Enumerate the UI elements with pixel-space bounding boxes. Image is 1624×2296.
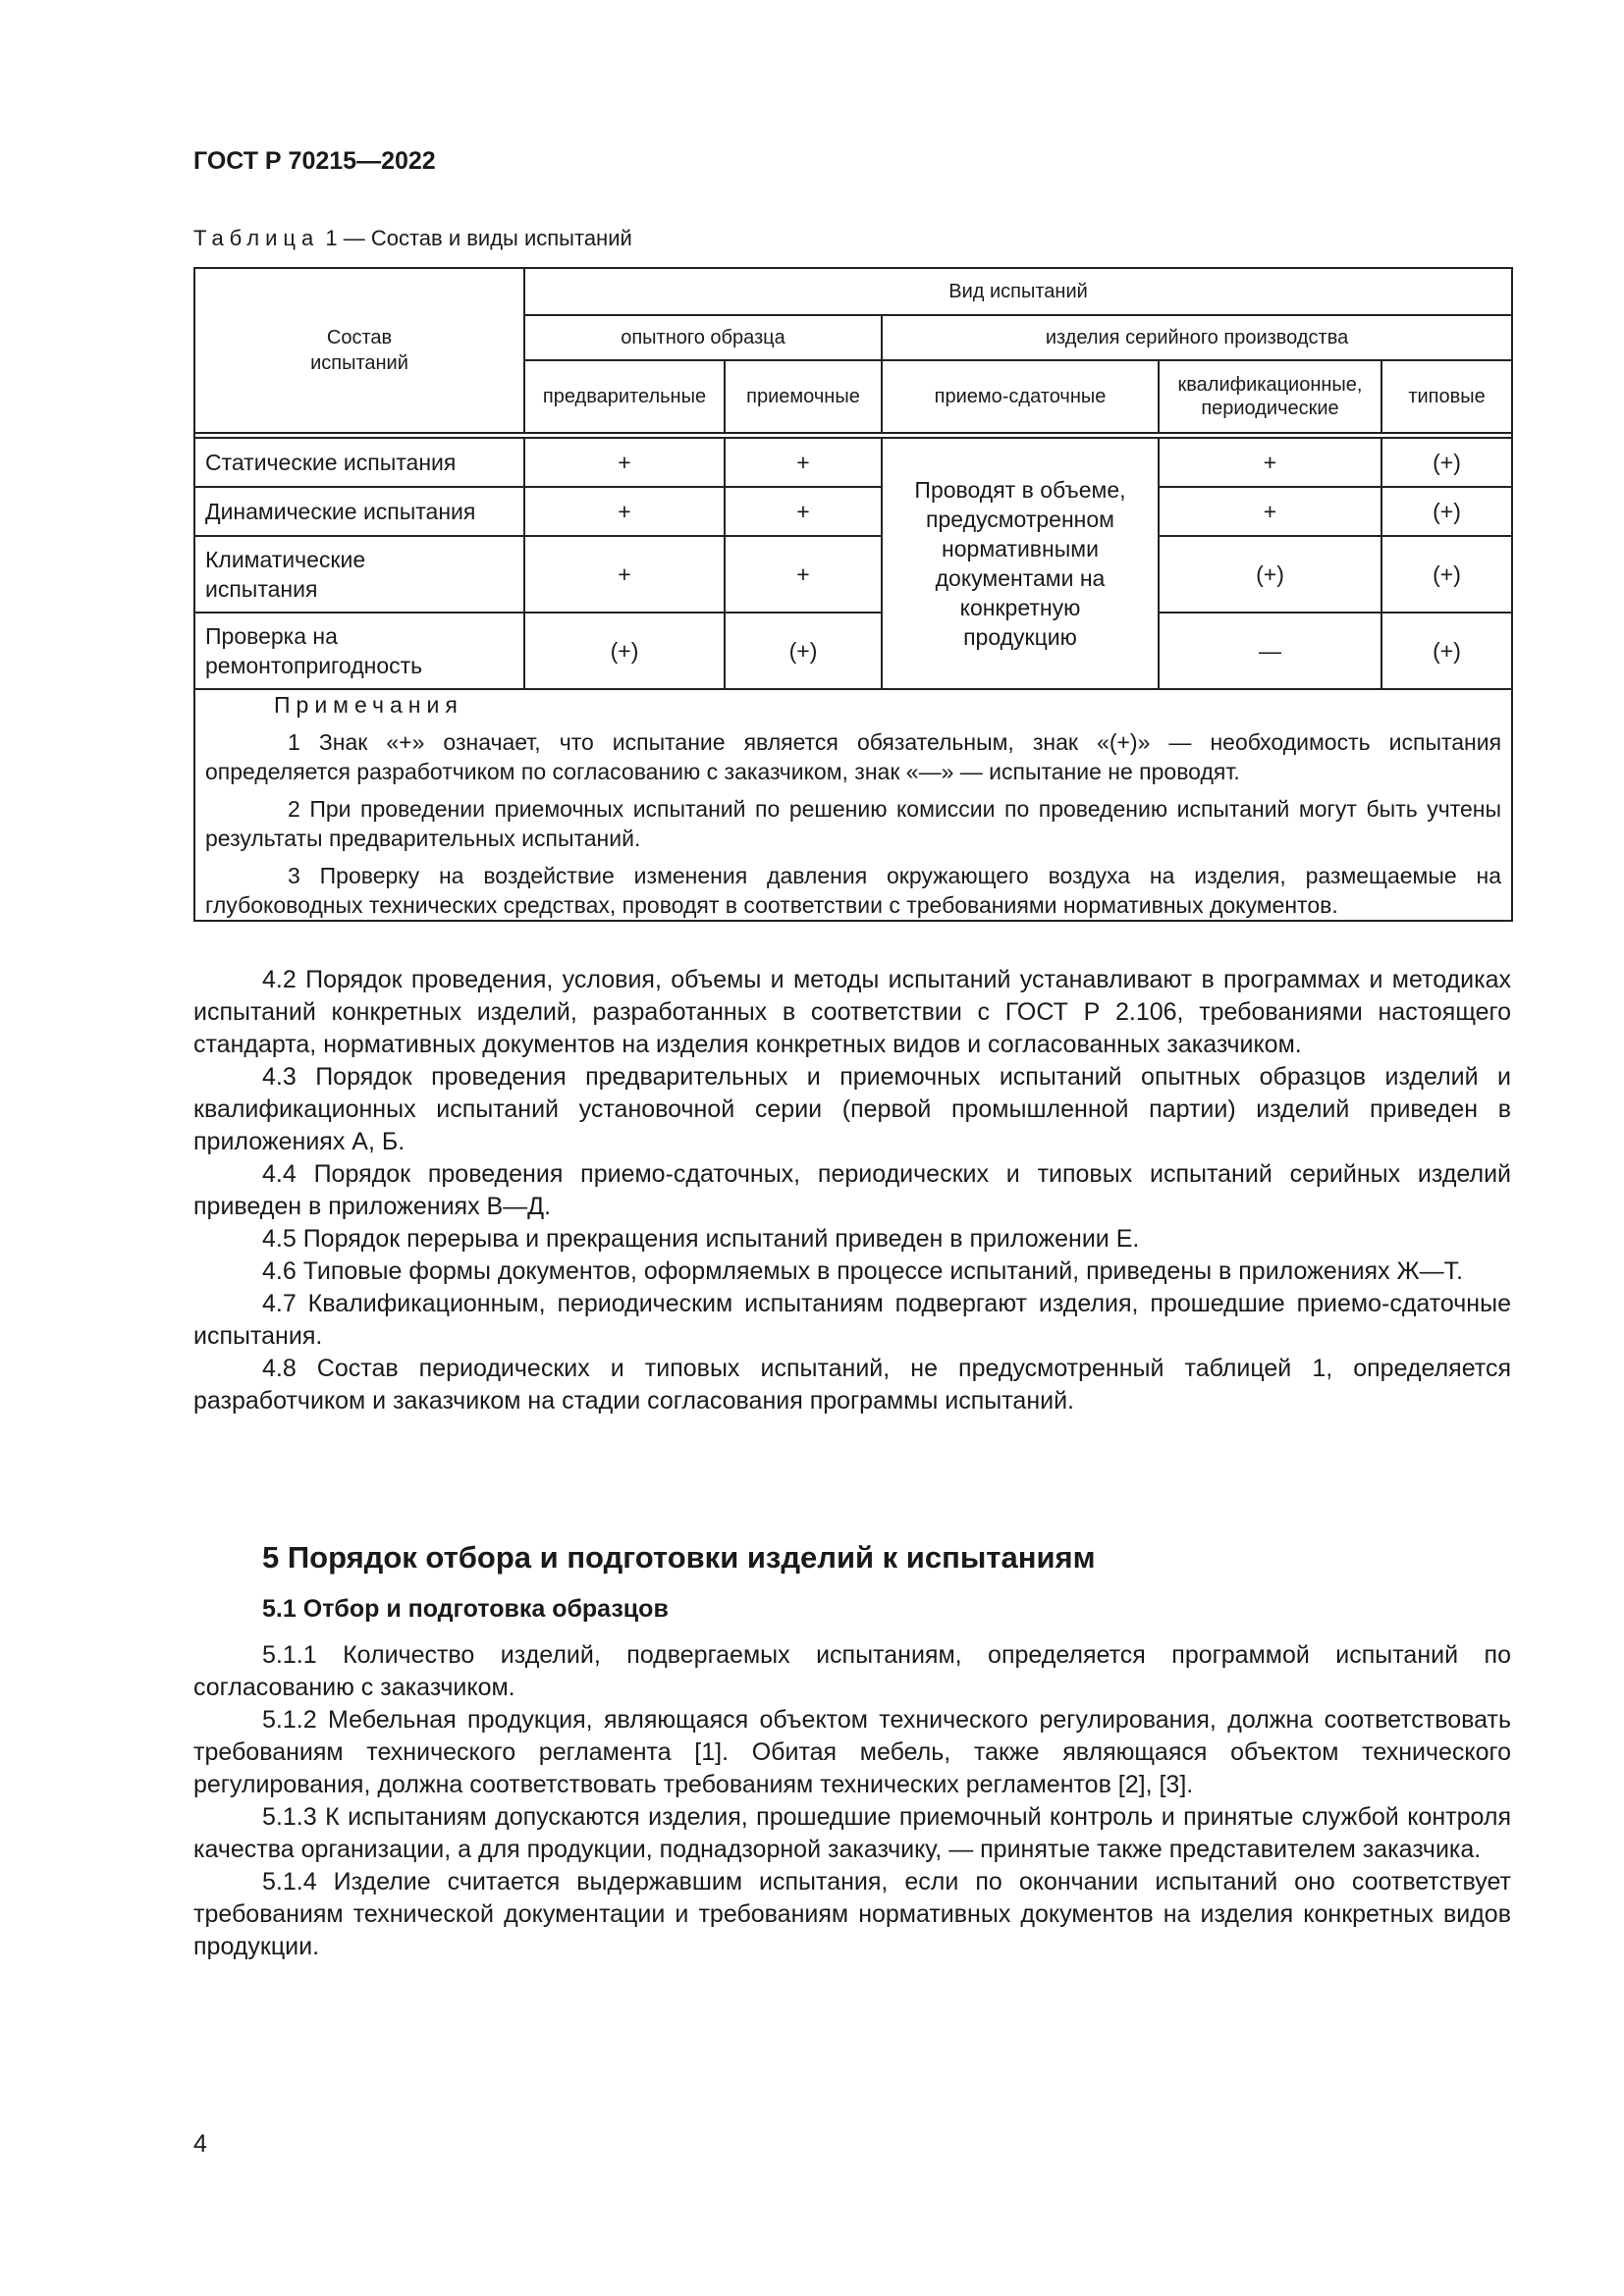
header-kind: Вид испытаний [524, 268, 1512, 315]
section5 [193, 1541, 1511, 1963]
header-acceptance: приемочные [725, 360, 882, 433]
row-name: Климатические испытания [194, 536, 524, 613]
row-acceptance: (+) [725, 613, 882, 689]
row-acceptance: + [725, 487, 882, 536]
table-caption-label: Таблица [193, 226, 320, 250]
header-preliminary: предварительные [524, 360, 725, 433]
paragraph: 4.7 Квалификационным, периодическим испытаниям подвергают изделия, прошедшие приемо-сдаточные испытания. [193, 1290, 1511, 1350]
table-caption-text: 1 — Состав и виды испытаний [325, 226, 632, 250]
page-number: 4 [193, 2130, 207, 2158]
row-acceptance: + [725, 536, 882, 613]
paragraph: 4.3 Порядок проведения предварительных и приемочных испытаний опытных образцов изделий и квалификационных испытаний установочной серии (первой промышленной партии) изделий приведен в приложениях А, Б. [193, 1063, 1511, 1155]
header-serial: изделия серийного производства [882, 315, 1512, 360]
row-acceptance: + [725, 438, 882, 487]
paragraph: 5.1.3 К испытаниям допускаются изделия, прошедшие приемочный контроль и принятые службой контроля качества организации, а для продукции, поднадзорной заказчику, — принятые также представителем заказчика. [193, 1803, 1511, 1863]
row-type: (+) [1381, 438, 1512, 487]
row-preliminary: + [524, 487, 725, 536]
merged-handover-cell [882, 438, 1159, 689]
row-name: Статические испытания [194, 438, 524, 487]
section4-continued [193, 964, 1511, 1417]
row-qualification: (+) [1159, 536, 1381, 613]
paragraph: 4.6 Типовые формы документов, оформляемых в процессе испытаний, приведены в приложениях Ж—Т. [262, 1257, 1464, 1285]
row-type: (+) [1381, 487, 1512, 536]
row-name: Проверка на ремонтопригодность [194, 613, 524, 689]
document-header: ГОСТ Р 70215—2022 [193, 147, 436, 175]
table-row [194, 487, 1512, 536]
header-handover: приемо-сдаточные [882, 360, 1159, 433]
section-title: 5 Порядок отбора и подготовки изделий к испытаниям [262, 1540, 1096, 1575]
row-qualification: — [1159, 613, 1381, 689]
header-qualification: квалификационные, периодические [1159, 360, 1381, 433]
merged-handover-text: Проводят в объеме, предусмотренном нормативными документами на конкретную продукцию [914, 477, 1126, 650]
paragraph: 4.4 Порядок проведения приемо-сдаточных, периодических и типовых испытаний серийных изделий приведен в приложениях В—Д. [193, 1160, 1511, 1220]
row-type: (+) [1381, 536, 1512, 613]
table-row [194, 613, 1512, 689]
header-composition: Состав испытаний [194, 268, 524, 433]
paragraph: 5.1.4 Изделие считается выдержавшим испытания, если по окончании испытаний оно соответствует требованиям технической документации и требованиям нормативных документов на изделия конкретных видов продукции. [193, 1868, 1511, 1960]
row-preliminary: (+) [524, 613, 725, 689]
table-row [194, 438, 1512, 487]
row-name: Динамические испытания [194, 487, 524, 536]
row-qualification: + [1159, 438, 1381, 487]
subsection-title: 5.1 Отбор и подготовка образцов [262, 1595, 669, 1623]
row-type: (+) [1381, 613, 1512, 689]
table-notes [194, 689, 1512, 921]
paragraph: 4.5 Порядок перерыва и прекращения испытаний приведен в приложении Е. [262, 1225, 1140, 1253]
tests-table [193, 267, 1513, 922]
row-preliminary: + [524, 438, 725, 487]
notes-title: Примечания [274, 692, 463, 718]
row-preliminary: + [524, 536, 725, 613]
table-row [194, 536, 1512, 613]
note-item: 3 Проверку на воздействие изменения давления окружающего воздуха на изделия, размещаемые на глубоководных технических средствах, проводят в соответствии с требованиями нормативных документов. [205, 863, 1502, 918]
paragraph: 4.2 Порядок проведения, условия, объемы и методы испытаний устанавливают в программах и методиках испытаний конкретных изделий, разработанных в соответствии с ГОСТ Р 2.106, требованиями настоящего стандарта, нормативных документов на изделия конкретных видов и согласованных заказчиком. [193, 966, 1511, 1058]
table-caption [193, 226, 632, 251]
row-qualification: + [1159, 487, 1381, 536]
paragraph: 5.1.2 Мебельная продукция, являющаяся объектом технического регулирования, должна соответствовать требованиям технического регламента [1]. Обитая мебель, также являющаяся объектом технического регулирования, должна соответствовать требованиям технических регламентов [2], [3]. [193, 1706, 1511, 1798]
paragraph: 4.8 Состав периодических и типовых испытаний, не предусмотренный таблицей 1, определяется разработчиком и заказчиком на стадии согласования программы испытаний. [193, 1355, 1511, 1415]
note-item: 1 Знак «+» означает, что испытание является обязательным, знак «(+)» — необходимость испытания определяется разработчиком по согласованию с заказчиком, знак «—» — испытание не проводят. [205, 729, 1502, 784]
note-item: 2 При проведении приемочных испытаний по решению комиссии по проведению испытаний могут быть учтены результаты предварительных испытаний. [205, 796, 1502, 851]
header-prototype: опытного образца [524, 315, 882, 360]
header-type: типовые [1381, 360, 1512, 433]
paragraph: 5.1.1 Количество изделий, подвергаемых испытаниям, определяется программой испытаний по согласованию с заказчиком. [193, 1641, 1511, 1701]
